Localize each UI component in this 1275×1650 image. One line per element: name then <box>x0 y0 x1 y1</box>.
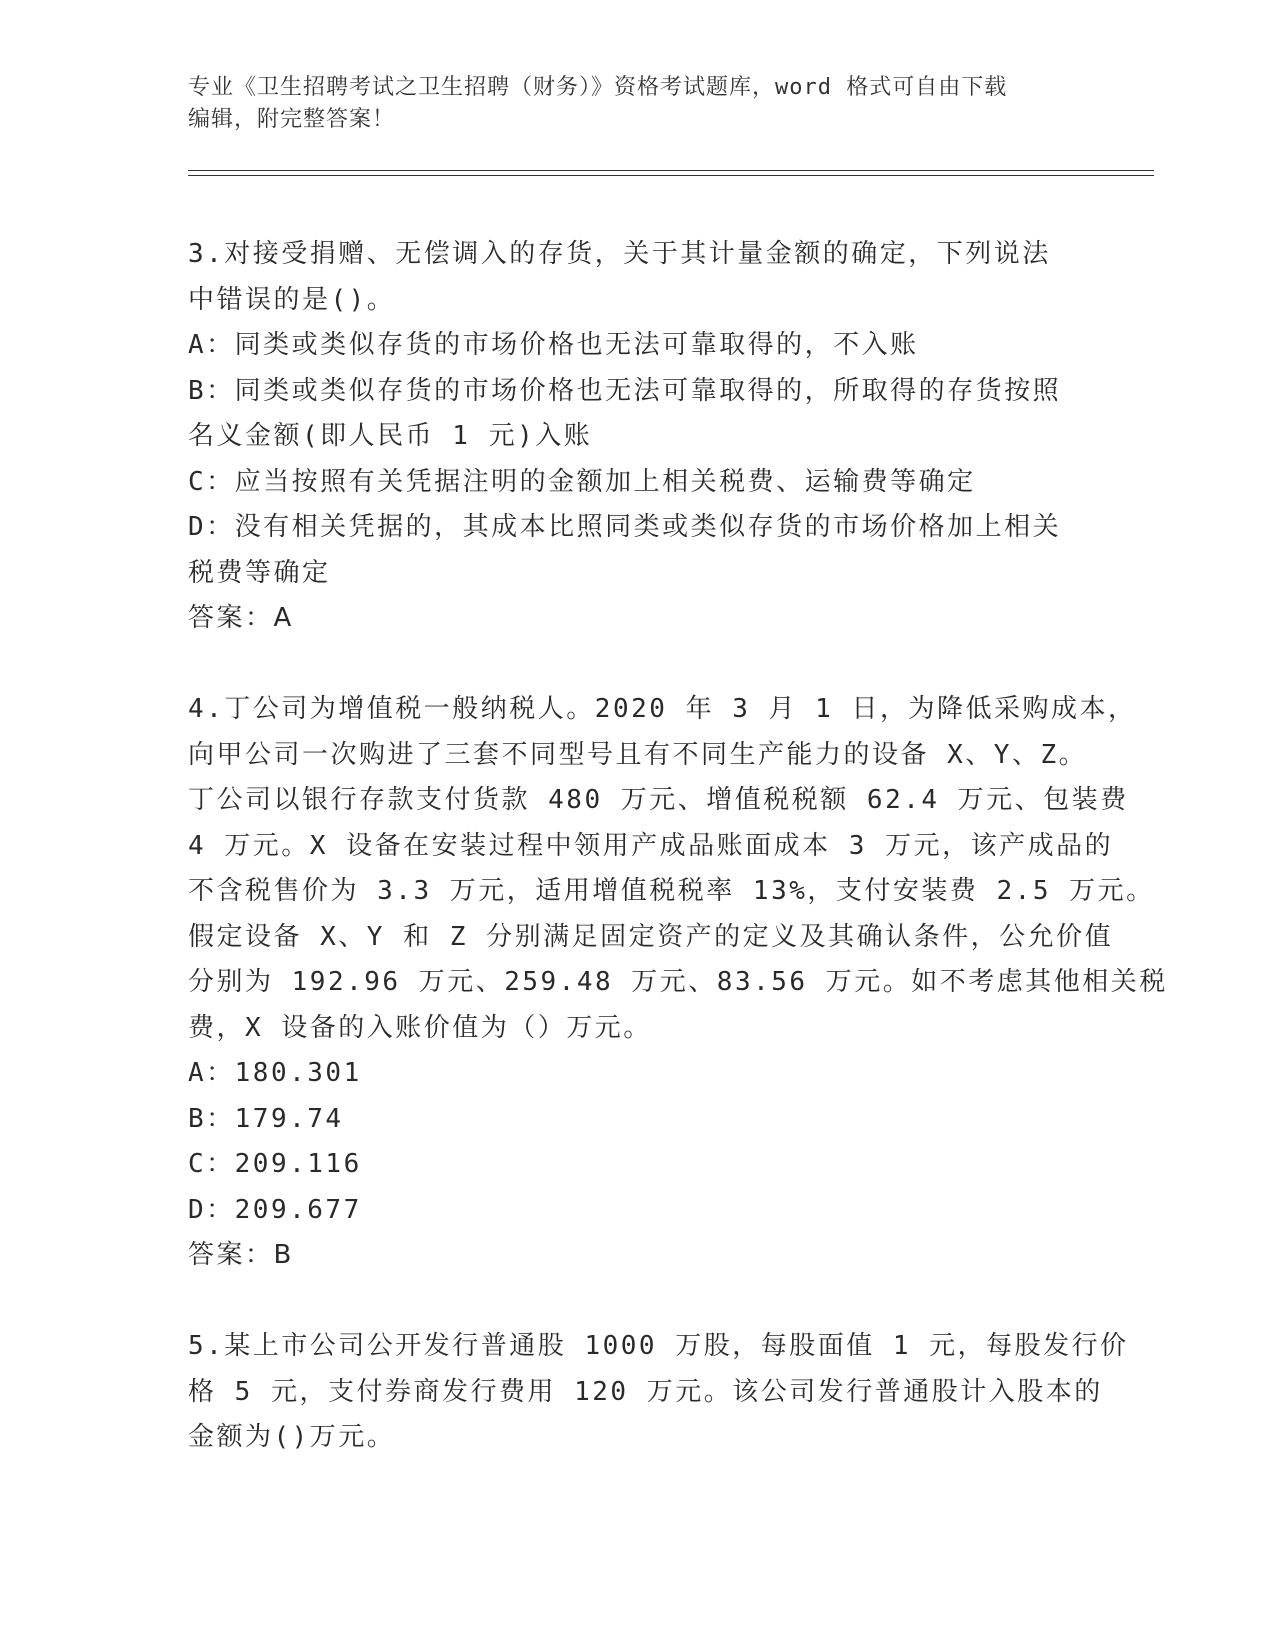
option-line: C：应当按照有关凭据注明的金额加上相关税费、运输费等确定 <box>188 466 976 497</box>
option-line: C：209.116 <box>188 1149 362 1179</box>
question-block <box>188 687 1168 1279</box>
header-divider-bottom <box>188 175 1154 176</box>
option-line: B：179.74 <box>188 1103 344 1134</box>
option-line: B：同类或类似存货的市场价格也无法可靠取得的，所取得的存货按照 <box>188 375 1062 406</box>
header-divider-top <box>188 170 1154 171</box>
question-list <box>188 232 1168 1461</box>
answer-line: 答案：A <box>188 603 294 633</box>
question-stem-line: 中错误的是()。 <box>188 284 396 315</box>
question-block <box>188 232 1088 642</box>
option-line: A：同类或类似存货的市场价格也无法可靠取得的，不入账 <box>188 330 919 360</box>
option-line: 名义金额(即人民币 1 元)入账 <box>188 421 593 451</box>
question-stem-line: 向甲公司一次购进了三套不同型号且有不同生产能力的设备 X、Y、Z。 <box>188 739 1088 770</box>
question-stem-line: 分别为 192.96 万元、259.48 万元、83.56 万元。如不考虑其他相关税 <box>188 967 1168 997</box>
question-stem-line: 3.对接受捐赠、无偿调入的存货，关于其计量金额的确定，下列说法 <box>188 239 1051 269</box>
question-block <box>188 1324 1129 1461</box>
question-stem-line: 金额为()万元。 <box>188 1422 396 1452</box>
option-line: A：180.301 <box>188 1058 362 1088</box>
header-line-2: 编辑，附完整答案！ <box>188 107 396 132</box>
question-stem-line: 不含税售价为 3.3 万元，适用增值税税率 13%，支付安装费 2.5 万元。 <box>188 876 1155 906</box>
question-stem-line: 丁公司以银行存款支付货款 480 万元、增值税税额 62.4 万元、包装费 <box>188 785 1129 815</box>
question-stem-line: 4 万元。X 设备在安装过程中领用产成品账面成本 3 万元，该产成品的 <box>188 830 1114 861</box>
document-header <box>188 72 1088 136</box>
question-spacer <box>188 1279 1088 1325</box>
question-stem-line: 费，X 设备的入账价值为（）万元。 <box>188 1012 652 1043</box>
option-line: 税费等确定 <box>188 557 331 588</box>
question-stem-line: 假定设备 X、Y 和 Z 分别满足固定资产的定义及其确认条件，公允价值 <box>188 921 1114 952</box>
question-stem-line: 4.丁公司为增值税一般纳税人。2020 年 3 月 1 日，为降低采购成本， <box>188 694 1137 724</box>
question-spacer <box>188 642 1088 688</box>
answer-line: 答案：B <box>188 1240 294 1270</box>
question-stem-line: 格 5 元，支付券商发行费用 120 万元。该公司发行普通股计入股本的 <box>188 1376 1103 1407</box>
header-line-1: 专业《卫生招聘考试之卫生招聘（财务）》资格考试题库，word 格式可自由下载 <box>188 75 1008 100</box>
option-line: D：209.677 <box>188 1194 362 1225</box>
option-line: D：没有相关凭据的，其成本比照同类或类似存货的市场价格加上相关 <box>188 512 1062 542</box>
question-stem-line: 5.某上市公司公开发行普通股 1000 万股，每股面值 1 元，每股发行价 <box>188 1331 1129 1361</box>
